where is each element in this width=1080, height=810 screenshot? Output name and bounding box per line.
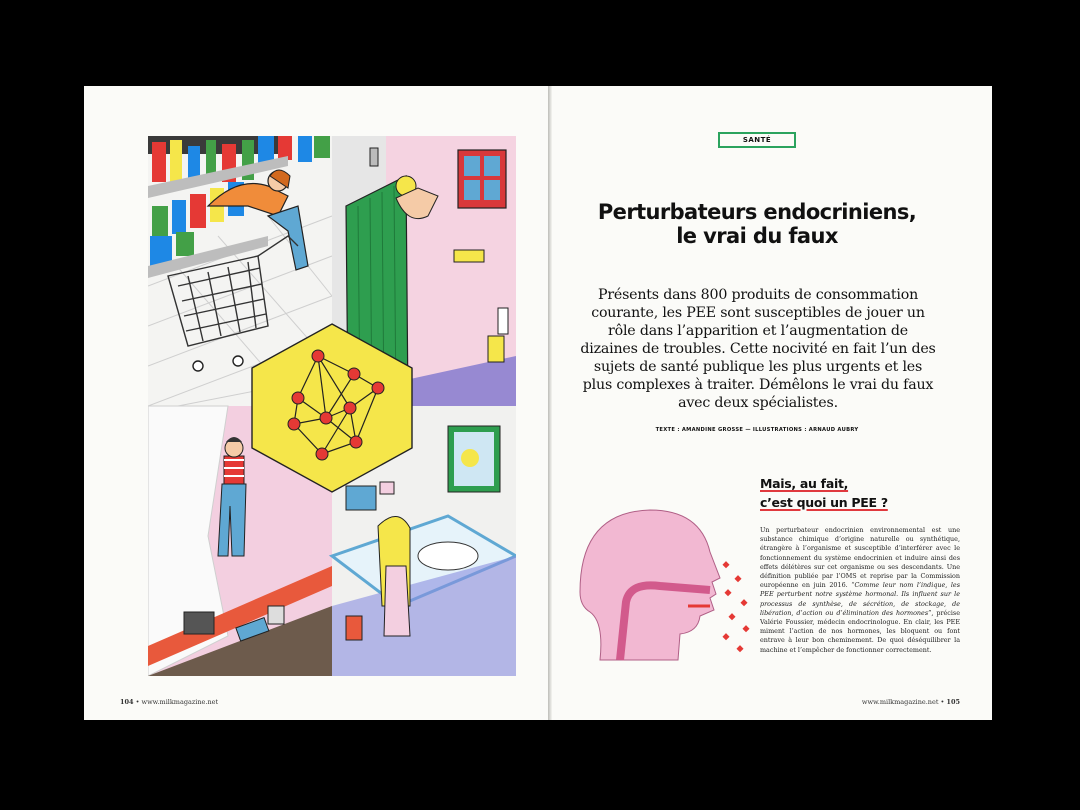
title-line-1: Perturbateurs endocriniens, bbox=[597, 200, 917, 224]
article-credits: TEXTE : AMANDINE GROSSE — ILLUSTRATIONS : ARNAUD AUBRY bbox=[655, 427, 859, 433]
left-page bbox=[84, 86, 550, 720]
title-line-2: le vrai du faux bbox=[676, 224, 838, 248]
section-tag: SANTÉ bbox=[718, 132, 796, 148]
right-page-site: www.milkmagazine.net • bbox=[861, 698, 947, 706]
box-title bbox=[760, 474, 888, 512]
article-lead: Présents dans 800 produits de consommation courante, les PEE sont susceptibles de jouer un rôle dans l’apparition et l’augmentation de dizaines de troubles. Cette nocivité en fait l’un des sujets de santé publique les plus urgents et les plus complexes à traiter. Démêlons le vrai du faux avec deux spécialistes. bbox=[580, 287, 936, 411]
illustration-svg bbox=[148, 136, 516, 676]
box-title-line-2: c’est quoi un PEE ? bbox=[760, 495, 888, 510]
left-page-site: • www.milkmagazine.net bbox=[133, 698, 219, 706]
head-profile-illustration bbox=[560, 482, 760, 672]
right-page-number: 105 bbox=[946, 698, 960, 706]
box-title-line-1: Mais, au fait, bbox=[760, 476, 849, 491]
isometric-illustration bbox=[148, 136, 516, 676]
right-page-folio bbox=[862, 698, 960, 706]
body-part-1: Un perturbateur endocrinien environnemental est une substance chimique d’origine naturelle ou synthétique, étrangère à l’organisme et susceptible d’interférer avec le fonctionnement du système endocrinien et induire ainsi des effets délétères sur cet organisme ou ses descendants. Une définition publiée par l’OMS et reprise par la Commission européenne en juin 2016. “ bbox=[760, 526, 960, 590]
body-quote: Comme leur nom l’indique, les PEE perturbent notre système hormonal. Ils influent sur le processus de synthèse, de sécrétion, de stockage, de libération, d’action ou d’élimination des hormones bbox=[760, 581, 960, 617]
box-body-text bbox=[760, 526, 960, 655]
body-part-2: ”, précise Valérie Foussier, médecin endocrinologue. En clair, les PEE miment l’action de nos hormones, les bloquent ou font entrave à leur bon cheminement. De quoi déséquilibrer la machine et l’empêcher de fonctionner correctement. bbox=[760, 608, 960, 654]
right-page bbox=[552, 86, 992, 720]
left-page-folio bbox=[120, 698, 218, 706]
article-title bbox=[572, 200, 942, 248]
left-page-number: 104 bbox=[120, 698, 134, 706]
